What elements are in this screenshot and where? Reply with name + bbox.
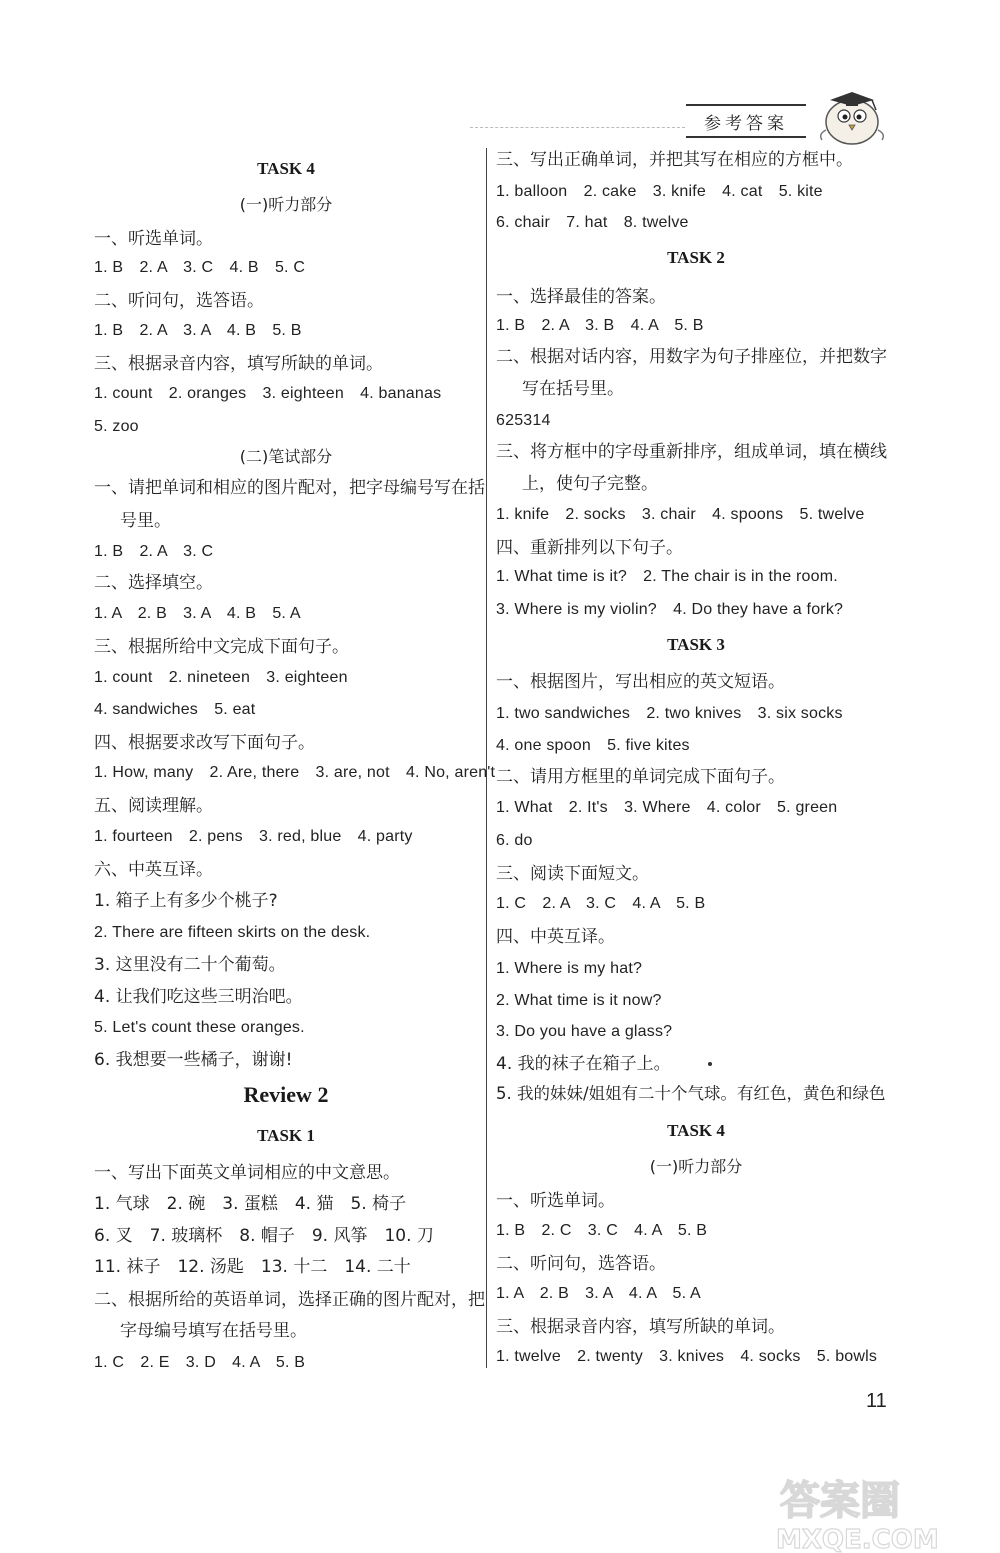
question-heading: 二、根据所给的英语单词，选择正确的图片配对，把 [94,1290,485,1310]
answer-line: 1. 箱子上有多少个桃子? [94,891,278,911]
question-heading: 四、重新排列以下句子。 [496,538,683,558]
question-heading: 三、将方框中的字母重新排序，组成单词，填在横线 [496,442,887,462]
mascot-owl-icon [812,76,892,148]
question-heading: 三、根据录音内容，填写所缺的单词。 [94,354,383,374]
answer-line: 1. C 2. E 3. D 4. A 5. B [94,1354,306,1371]
question-heading: 一、根据图片，写出相应的英文短语。 [496,672,785,692]
watermark-line2: MXQE.COM [776,1525,939,1553]
answer-line: 4. 让我们吃这些三明治吧。 [94,987,303,1007]
question-heading: 二、请用方框里的单词完成下面句子。 [496,767,785,787]
section-title-task3: TASK 3 [667,635,725,654]
answer-line: 1. How, many 2. Are, there 3. are, not 4. No, aren't [94,764,496,781]
answer-line: 1. What time is it? 2. The chair is in the room. [496,568,838,585]
answer-line: 1. Where is my hat? [496,960,643,977]
answer-line: 4. 我的袜子在箱子上。 [496,1054,671,1074]
answer-line: 1. fourteen 2. pens 3. red, blue 4. party [94,828,413,845]
header-rule [470,127,685,128]
answer-line: 1. B 2. A 3. A 4. B 5. B [94,322,302,339]
answer-line: 1. B 2. A 3. C 4. B 5. C [94,259,306,276]
question-heading-cont: 上，使句子完整。 [522,474,658,494]
question-heading: 二、听问句，选答语。 [496,1254,666,1274]
question-heading-cont: 字母编号填写在括号里。 [120,1321,307,1341]
subsection-title-listening: (一)听力部分 [649,1157,743,1176]
stray-dot [708,1062,712,1066]
question-heading: 三、阅读下面短文。 [496,864,649,884]
answer-line: 2. There are fifteen skirts on the desk. [94,924,371,941]
subsection-title-listening: (一)听力部分 [239,195,333,214]
answer-line: 4. one spoon 5. five kites [496,737,690,754]
header-tab: 参考答案 [686,104,806,138]
answer-line: 5. zoo [94,418,139,435]
watermark-line1: 答案圈 [780,1478,900,1524]
question-heading: 五、阅读理解。 [94,796,213,816]
answer-line: 1. knife 2. socks 3. chair 4. spoons 5. twelve [496,506,865,523]
question-heading: 二、选择填空。 [94,573,213,593]
section-title-review2: Review 2 [243,1082,329,1107]
answer-line: 3. 这里没有二十个葡萄。 [94,955,286,975]
answer-line: 1. B 2. A 3. B 4. A 5. B [496,317,704,334]
answer-line: 1. count 2. nineteen 3. eighteen [94,669,348,686]
question-heading: 四、根据要求改写下面句子。 [94,733,315,753]
question-heading: 二、根据对话内容，用数字为句子排座位，并把数字 [496,347,887,367]
answer-line: 5. 我的妹妹/姐姐有二十个气球。有红色，黄色和绿色 [496,1084,886,1103]
question-heading: 一、选择最佳的答案。 [496,287,666,307]
answer-line: 2. What time is it now? [496,992,662,1009]
section-title-task4: TASK 4 [257,159,315,178]
answer-line: 6. 我想要一些橘子，谢谢! [94,1050,293,1070]
answer-line: 1. B 2. A 3. C [94,543,214,560]
answer-line: 11. 袜子 12. 汤匙 13. 十二 14. 二十 [94,1257,411,1277]
page-number: 11 [866,1390,887,1412]
question-heading: 六、中英互译。 [94,860,213,880]
section-title-task2: TASK 2 [667,248,725,267]
answer-line: 6. 叉 7. 玻璃杯 8. 帽子 9. 风筝 10. 刀 [94,1226,434,1246]
question-heading: 一、请把单词和相应的图片配对，把字母编号写在括 [94,478,485,498]
answer-line: 1. A 2. B 3. A 4. B 5. A [94,605,301,622]
section-title-task4: TASK 4 [667,1121,725,1140]
subsection-title-written: (二)笔试部分 [239,447,333,466]
answer-line: 4. sandwiches 5. eat [94,701,256,718]
answer-line: 1. count 2. oranges 3. eighteen 4. bananas [94,385,442,402]
answer-line: 1. What 2. It's 3. Where 4. color 5. green [496,799,838,816]
answer-line: 1. 气球 2. 碗 3. 蛋糕 4. 猫 5. 椅子 [94,1194,407,1214]
column-divider [486,148,487,1368]
question-heading-cont: 号里。 [120,511,171,531]
question-heading: 一、听选单词。 [94,229,213,249]
question-heading: 三、根据所给中文完成下面句子。 [94,637,349,657]
answer-line: 625314 [496,412,551,429]
answer-line: 1. B 2. C 3. C 4. A 5. B [496,1222,708,1239]
question-heading: 三、根据录音内容，填写所缺的单词。 [496,1317,785,1337]
question-heading: 四、中英互译。 [496,927,615,947]
question-heading-cont: 写在括号里。 [522,379,624,399]
question-heading: 一、听选单词。 [496,1191,615,1211]
answer-line: 5. Let's count these oranges. [94,1019,305,1036]
answer-line: 1. A 2. B 3. A 4. A 5. A [496,1285,701,1302]
answer-line: 1. balloon 2. cake 3. knife 4. cat 5. kite [496,183,823,200]
section-title-task1: TASK 1 [257,1126,315,1145]
answer-line: 1. two sandwiches 2. two knives 3. six socks [496,705,843,722]
question-heading: 三、写出正确单词，并把其写在相应的方框中。 [496,150,853,170]
watermark-logo [770,1470,1000,1553]
answer-line: 1. twelve 2. twenty 3. knives 4. socks 5. bowls [496,1348,878,1365]
answer-line: 3. Do you have a glass? [496,1023,673,1040]
answer-line: 6. chair 7. hat 8. twelve [496,214,689,231]
question-heading: 二、听问句，选答语。 [94,291,264,311]
answer-line: 3. Where is my violin? 4. Do they have a fork? [496,601,844,618]
question-heading: 一、写出下面英文单词相应的中文意思。 [94,1163,400,1183]
answer-line: 1. C 2. A 3. C 4. A 5. B [496,895,706,912]
answer-line: 6. do [496,832,533,849]
